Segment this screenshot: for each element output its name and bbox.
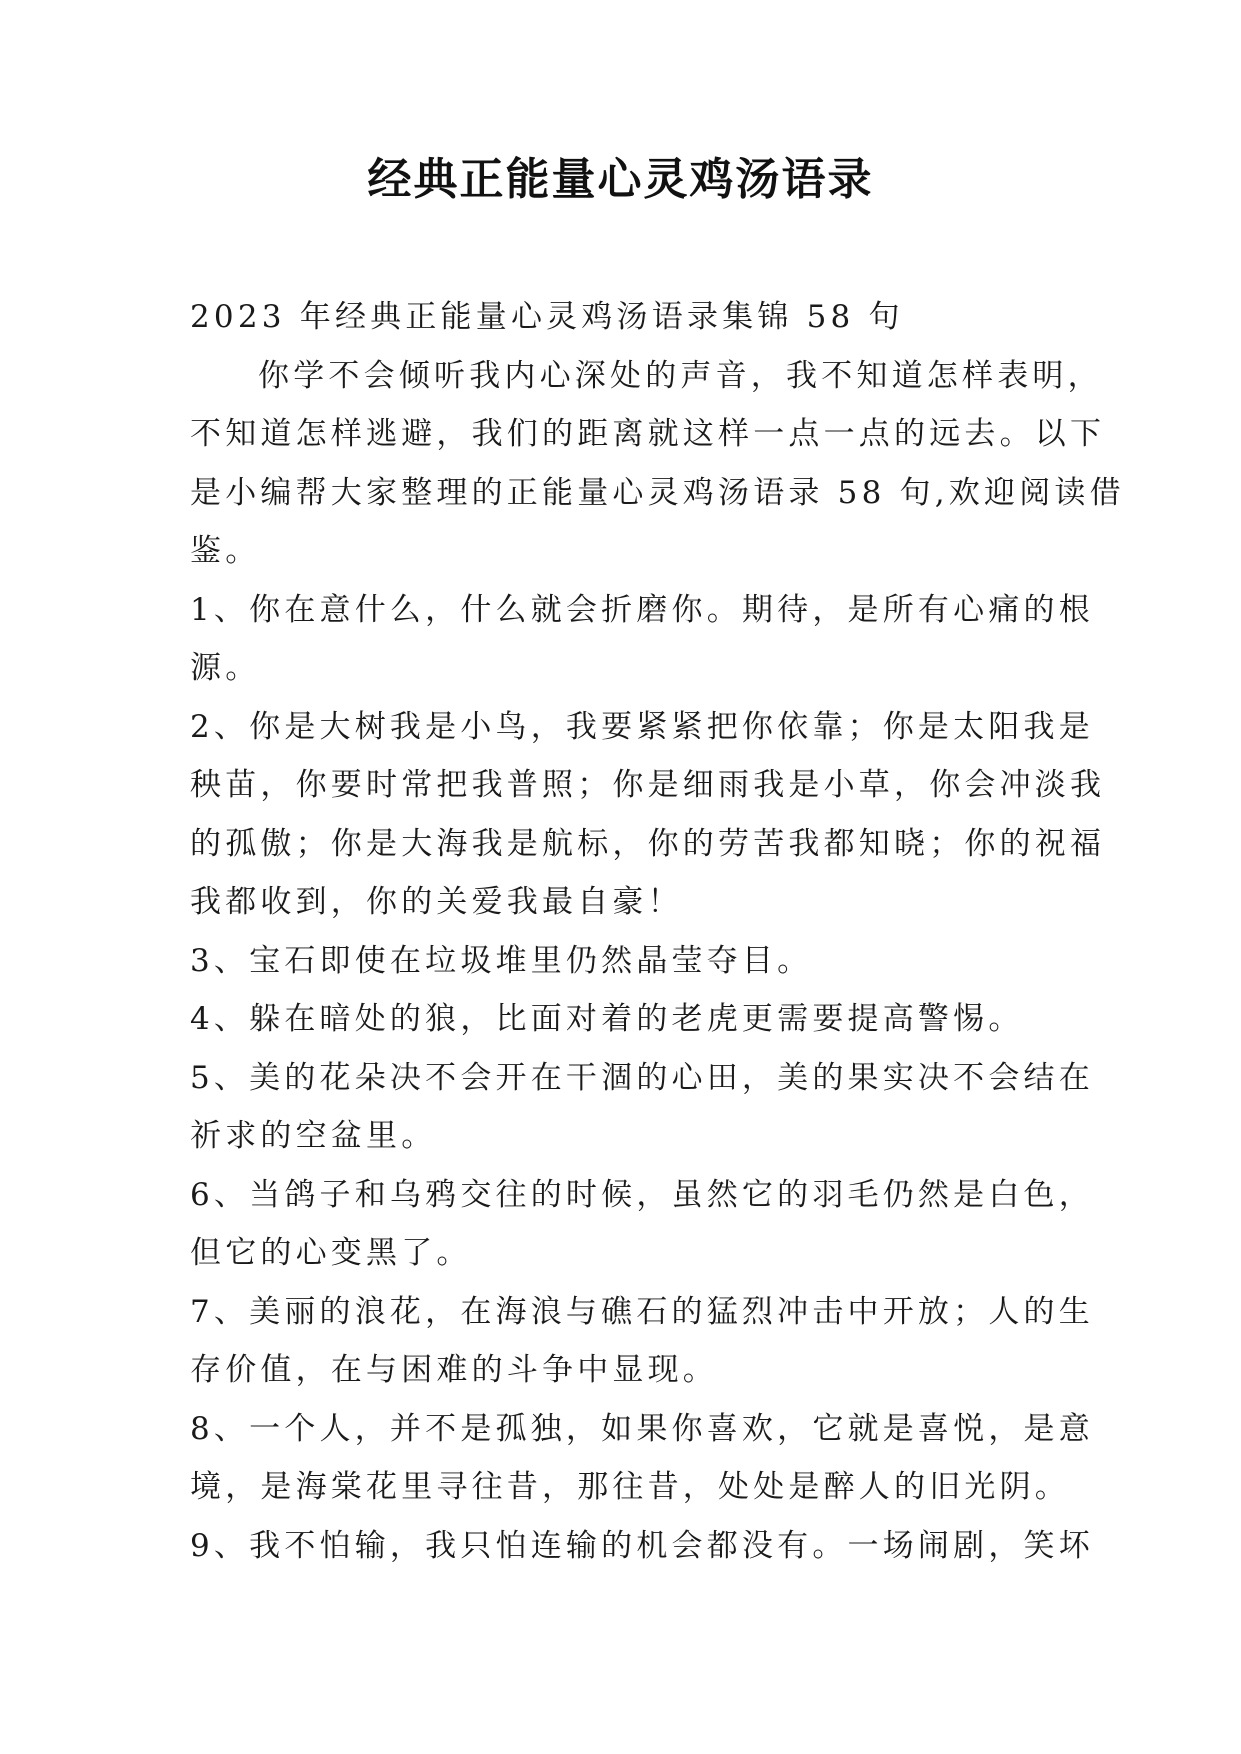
quote-2-line-3: 的孤傲；你是大海我是航标，你的劳苦我都知晓；你的祝福	[190, 825, 1106, 862]
document-title: 经典正能量心灵鸡汤语录	[367, 154, 874, 205]
quote-9-line-1: 9、我不怕输，我只怕连输的机会都没有。一场闹剧，笑坏	[190, 1527, 1094, 1564]
intro-line-2: 不知道怎样逃避，我们的距离就这样一点一点的远去。以下	[190, 416, 1106, 452]
quote-5-line-2: 祈求的空盆里。	[190, 1118, 437, 1154]
quote-1-line-1: 1、你在意什么，什么就会折磨你。期待，是所有心痛的根	[190, 591, 1094, 628]
quote-1-line-2: 源。	[190, 650, 261, 686]
quote-8-line-1: 8、一个人，并不是孤独，如果你喜欢，它就是喜悦，是意	[190, 1410, 1094, 1447]
quote-2-line-1: 2、你是大树我是小鸟，我要紧紧把你依靠；你是太阳我是	[190, 708, 1094, 745]
document-body	[190, 288, 1125, 1575]
quote-4-line-1: 4、躲在暗处的狼，比面对着的老虎更需要提高警惕。	[190, 1001, 1024, 1037]
quote-7-line-1: 7、美丽的浪花，在海浪与礁石的猛烈冲击中开放；人的生	[190, 1293, 1094, 1330]
intro-line-3: 是小编帮大家整理的正能量心灵鸡汤语录 58 句,欢迎阅读借	[190, 474, 1125, 511]
quote-5-line-1: 5、美的花朵决不会开在干涸的心田，美的果实决不会结在	[190, 1059, 1094, 1096]
quote-2-line-4: 我都收到，你的关爱我最自豪！	[190, 884, 683, 920]
quote-8-line-2: 境，是海棠花里寻往昔，那往昔，处处是醉人的旧光阴。	[190, 1469, 1070, 1505]
quote-6-line-2: 但它的心变黑了。	[190, 1235, 472, 1271]
quote-6-line-1: 6、当鸽子和乌鸦交往的时候，虽然它的羽毛仍然是白色，	[190, 1176, 1094, 1213]
quote-7-line-2: 存价值，在与困难的斗争中显现。	[190, 1352, 718, 1388]
quote-2-line-2: 秧苗，你要时常把我普照；你是细雨我是小草，你会冲淡我	[190, 767, 1106, 803]
quote-3-line-1: 3、宝石即使在垃圾堆里仍然晶莹夺目。	[190, 942, 813, 979]
intro-line-4: 鉴。	[190, 533, 261, 569]
intro-line-1: 你学不会倾听我内心深处的声音，我不知道怎样表明，	[258, 357, 1103, 394]
subtitle-line: 2023 年经典正能量心灵鸡汤语录集锦 58 句	[190, 299, 904, 335]
